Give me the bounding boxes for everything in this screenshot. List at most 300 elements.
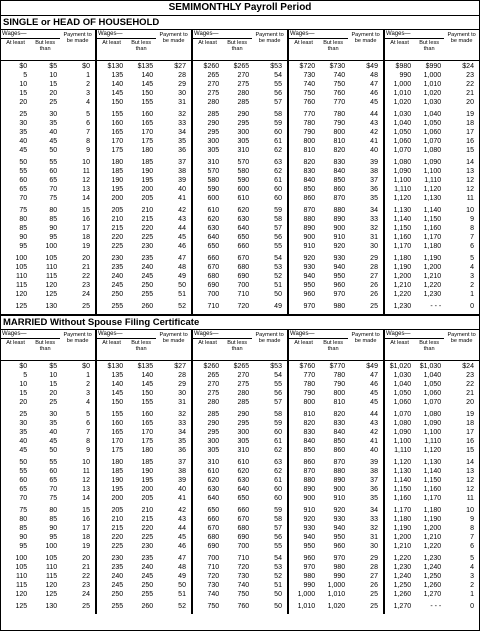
at-least-value: 660: [207, 255, 220, 262]
at-least-header: At least: [198, 40, 217, 46]
payment-value: 49: [178, 573, 186, 580]
payment-value: 20: [82, 555, 90, 562]
payment-value: 62: [274, 468, 282, 475]
table-row: [289, 158, 383, 167]
payment-value: 46: [370, 381, 378, 388]
at-least-value: 1,180: [393, 255, 412, 262]
but-less-than-value: 660: [237, 507, 250, 514]
but-less-than-value: 290: [237, 411, 250, 418]
table-row: [193, 62, 287, 71]
at-least-value: 1,160: [393, 234, 412, 241]
at-least-value: 235: [111, 264, 124, 271]
row-group: [97, 361, 191, 410]
payment-value: 4: [86, 399, 90, 406]
table-row: [289, 398, 383, 407]
but-less-than-value: 1,010: [327, 591, 346, 598]
but-less-than-value: 1,080: [423, 147, 442, 154]
wage-block: [287, 30, 383, 314]
payment-value: 2: [470, 282, 474, 289]
but-less-than-value: 275: [237, 81, 250, 88]
wage-table: [1, 330, 479, 614]
at-least-value: 55: [19, 468, 28, 475]
at-least-value: 1,030: [393, 111, 412, 118]
but-less-than-value: 1,040: [423, 372, 442, 379]
at-least-value: 770: [303, 111, 316, 118]
payment-value: 44: [370, 111, 378, 118]
at-least-value: 100: [15, 255, 28, 262]
payment-value: 28: [178, 372, 186, 379]
but-less-than-value: 100: [45, 243, 58, 250]
table-row: [289, 194, 383, 203]
at-least-value: 580: [207, 177, 220, 184]
payment-value: $27: [174, 363, 186, 370]
wages-header-rule: [385, 338, 444, 339]
payment-value: 6: [470, 243, 474, 250]
but-less-than-value: 205: [141, 195, 154, 202]
but-less-than-value: $265: [233, 363, 250, 370]
at-least-value: 250: [111, 591, 124, 598]
but-less-than-value: 870: [333, 459, 346, 466]
but-less-than-value: 150: [141, 90, 154, 97]
but-less-than-value: 250: [141, 282, 154, 289]
at-least-value: 80: [19, 216, 28, 223]
table-row: [193, 158, 287, 167]
payment-value: 60: [274, 186, 282, 193]
table-row: [1, 80, 95, 89]
table-row: [289, 581, 383, 590]
at-least-header: At least: [294, 340, 313, 346]
but-less-than-value: 780: [333, 372, 346, 379]
table-row: [193, 494, 287, 503]
but-less-than-value: 210: [141, 507, 154, 514]
but-less-than-value: 670: [237, 516, 250, 523]
wages-header: Wages—: [194, 331, 219, 337]
row-group: [1, 602, 95, 614]
payment-value: 17: [466, 129, 474, 136]
payment-value: 11: [466, 495, 474, 502]
payment-value: 16: [466, 438, 474, 445]
but-less-than-value: 740: [333, 72, 346, 79]
payment-value: 18: [466, 420, 474, 427]
table-row: [193, 290, 287, 299]
payment-value: 24: [82, 291, 90, 298]
at-least-value: 225: [111, 243, 124, 250]
payment-value: 20: [466, 399, 474, 406]
at-least-value: 940: [303, 534, 316, 541]
at-least-value: 680: [207, 273, 220, 280]
table-row: [97, 380, 191, 389]
but-less-than-value: 720: [237, 564, 250, 571]
but-less-than-value: 270: [237, 372, 250, 379]
at-least-value: 1,050: [393, 129, 412, 136]
table-row: [97, 194, 191, 203]
at-least-value: 265: [207, 372, 220, 379]
but-less-than-value: 160: [141, 411, 154, 418]
payment-value: 57: [274, 99, 282, 106]
at-least-value: 840: [303, 438, 316, 445]
but-less-than-value: 660: [237, 243, 250, 250]
at-least-value: 245: [111, 282, 124, 289]
at-least-value: 630: [207, 486, 220, 493]
at-least-value: 50: [19, 459, 28, 466]
row-group: [385, 206, 479, 254]
but-less-than-header: But less than: [131, 340, 152, 352]
table-row: [289, 224, 383, 233]
at-least-value: 30: [19, 420, 28, 427]
payment-value: 62: [274, 447, 282, 454]
but-less-than-header: But less than: [131, 40, 152, 52]
at-least-value: 110: [15, 573, 28, 580]
at-least-value: 295: [207, 429, 220, 436]
table-row: [193, 371, 287, 380]
but-less-than-value: 780: [333, 111, 346, 118]
payment-value: $24: [462, 363, 474, 370]
but-less-than-value: 750: [237, 591, 250, 598]
payment-value: 37: [370, 177, 378, 184]
table-row: [97, 524, 191, 533]
at-least-value: $1,020: [389, 363, 412, 370]
at-least-header: At least: [6, 340, 25, 346]
row-group: [385, 410, 479, 458]
table-row: [97, 62, 191, 71]
table-row: [289, 110, 383, 119]
column-header: [97, 330, 191, 361]
at-least-value: 670: [207, 525, 220, 532]
but-less-than-value: 280: [237, 390, 250, 397]
but-less-than-value: 235: [141, 555, 154, 562]
payment-value: 21: [466, 90, 474, 97]
at-least-value: 195: [111, 186, 124, 193]
at-least-value: 25: [19, 411, 28, 418]
table-row: [193, 281, 287, 290]
payment-value: 33: [178, 120, 186, 127]
but-less-than-value: 55: [49, 159, 58, 166]
table-row: [193, 167, 287, 176]
at-least-value: 105: [15, 564, 28, 571]
payment-value: 8: [86, 438, 90, 445]
table-row: [97, 458, 191, 467]
table-row: [193, 263, 287, 272]
column-header: [289, 30, 383, 61]
table-row: [1, 371, 95, 380]
at-least-value: 285: [207, 111, 220, 118]
row-group: [97, 254, 191, 302]
table-row: [289, 272, 383, 281]
at-least-value: 1,160: [393, 495, 412, 502]
but-less-than-value: 25: [49, 399, 58, 406]
at-least-value: 190: [111, 477, 124, 484]
payment-value: 56: [274, 534, 282, 541]
table-row: [97, 554, 191, 563]
payment-value: 32: [370, 225, 378, 232]
payment-value: 55: [274, 543, 282, 550]
but-less-than-header: But less than: [35, 340, 56, 352]
row-group: [1, 206, 95, 254]
table-row: [1, 485, 95, 494]
payment-value: 52: [274, 273, 282, 280]
at-least-value: 60: [19, 477, 28, 484]
table-row: [1, 98, 95, 107]
payment-value: 19: [466, 411, 474, 418]
at-least-value: 700: [207, 555, 220, 562]
payment-value: 9: [86, 447, 90, 454]
payment-value: 43: [370, 120, 378, 127]
payment-value: 37: [370, 477, 378, 484]
but-less-than-value: 255: [141, 591, 154, 598]
but-less-than-value: 610: [237, 459, 250, 466]
row-group: [193, 158, 287, 206]
row-group: [193, 506, 287, 554]
payment-value: 55: [274, 243, 282, 250]
at-least-header: At least: [198, 340, 217, 346]
table-row: [97, 137, 191, 146]
payment-value: 36: [370, 486, 378, 493]
payment-value: 61: [274, 438, 282, 445]
but-less-than-value: 910: [333, 234, 346, 241]
payment-value: 19: [82, 543, 90, 550]
payment-value: 53: [274, 264, 282, 271]
row-group: [385, 506, 479, 554]
at-least-value: $720: [299, 63, 316, 70]
but-less-than-value: 80: [49, 507, 58, 514]
but-less-than-value: 290: [237, 111, 250, 118]
at-least-value: 890: [303, 225, 316, 232]
but-less-than-value: $730: [329, 63, 346, 70]
at-least-value: 90: [19, 534, 28, 541]
table-row: [193, 542, 287, 551]
payment-value: 10: [82, 159, 90, 166]
at-least-value: 80: [19, 516, 28, 523]
payment-value: 37: [178, 459, 186, 466]
at-least-value: 110: [15, 273, 28, 280]
at-least-value: 1,040: [393, 120, 412, 127]
row-group: [385, 110, 479, 158]
row-group: [193, 61, 287, 110]
table-row: [193, 524, 287, 533]
but-less-than-value: 910: [333, 495, 346, 502]
table-row: [289, 428, 383, 437]
at-least-value: 1,120: [393, 459, 412, 466]
table-row: [193, 146, 287, 155]
payment-value: 7: [86, 429, 90, 436]
at-least-value: 90: [19, 234, 28, 241]
at-least-value: 730: [303, 72, 316, 79]
but-less-than-value: $770: [329, 363, 346, 370]
table-row: [1, 542, 95, 551]
payment-value: 3: [86, 390, 90, 397]
but-less-than-value: 940: [333, 525, 346, 532]
table-row: [193, 467, 287, 476]
payment-value: 52: [178, 603, 186, 610]
payment-value: 17: [466, 429, 474, 436]
but-less-than-value: 830: [333, 420, 346, 427]
payment-value: 50: [178, 282, 186, 289]
wages-header-rule: [97, 338, 156, 339]
table-row: [193, 302, 287, 311]
table-row: [193, 437, 287, 446]
at-least-value: 215: [111, 225, 124, 232]
at-least-value: 55: [19, 168, 28, 175]
at-least-value: 195: [111, 486, 124, 493]
payment-value: 62: [274, 147, 282, 154]
payment-value: 5: [470, 255, 474, 262]
at-least-value: 840: [303, 177, 316, 184]
but-less-than-value: 240: [141, 264, 154, 271]
at-least-value: 150: [111, 399, 124, 406]
but-less-than-value: 245: [141, 273, 154, 280]
but-less-than-value: 285: [237, 99, 250, 106]
table-row: [289, 167, 383, 176]
column-header: [385, 330, 479, 361]
but-less-than-value: 130: [45, 603, 58, 610]
at-least-value: 740: [207, 591, 220, 598]
but-less-than-value: 1,200: [423, 264, 442, 271]
at-least-value: 145: [111, 90, 124, 97]
table-row: [193, 272, 287, 281]
table-row: [1, 272, 95, 281]
payment-value: 4: [470, 564, 474, 571]
but-less-than-header: But less than: [323, 40, 344, 52]
but-less-than-value: 700: [237, 543, 250, 550]
table-row: [385, 98, 479, 107]
table-row: [1, 254, 95, 263]
row-group: [193, 554, 287, 602]
table-row: [193, 215, 287, 224]
but-less-than-value: 880: [333, 468, 346, 475]
wages-header: Wages—: [2, 31, 27, 37]
but-less-than-value: 970: [333, 555, 346, 562]
payment-value: 50: [274, 603, 282, 610]
but-less-than-value: 30: [49, 111, 58, 118]
row-group: [289, 602, 383, 614]
at-least-value: 185: [111, 468, 124, 475]
table-row: [193, 380, 287, 389]
but-less-than-value: 800: [333, 129, 346, 136]
table-row: [289, 290, 383, 299]
table-row: [193, 233, 287, 242]
payment-value: 44: [178, 225, 186, 232]
but-less-than-value: 1,250: [423, 573, 442, 580]
at-least-value: 960: [303, 291, 316, 298]
payment-value: 8: [470, 225, 474, 232]
table-row: [385, 158, 479, 167]
at-least-value: 125: [15, 303, 28, 310]
payment-value: 58: [274, 411, 282, 418]
column-header: [289, 330, 383, 361]
table-row: [1, 362, 95, 371]
table-row: [97, 185, 191, 194]
at-least-value: 180: [111, 159, 124, 166]
wages-header-rule: [97, 38, 156, 39]
but-less-than-value: 860: [333, 447, 346, 454]
table-row: [289, 302, 383, 311]
at-least-header: At least: [294, 40, 313, 46]
table-row: [289, 602, 383, 611]
row-group: [289, 554, 383, 602]
section-title: MARRIED Without Spouse Filing Certificate: [1, 314, 479, 330]
but-less-than-value: 750: [333, 81, 346, 88]
row-group: [385, 158, 479, 206]
payment-value: 40: [370, 447, 378, 454]
at-least-value: 100: [15, 555, 28, 562]
at-least-value: 60: [19, 177, 28, 184]
at-least-value: 160: [111, 420, 124, 427]
payment-value: 6: [86, 120, 90, 127]
payment-value: 23: [82, 282, 90, 289]
at-least-value: $130: [107, 363, 124, 370]
but-less-than-value: 590: [237, 177, 250, 184]
payment-value: 29: [178, 81, 186, 88]
payment-value: 17: [82, 225, 90, 232]
table-row: [193, 137, 287, 146]
table-row: [193, 572, 287, 581]
at-least-value: 205: [111, 207, 124, 214]
table-row: [193, 581, 287, 590]
wage-block: [191, 330, 287, 614]
table-row: [385, 110, 479, 119]
table-row: [385, 80, 479, 89]
at-least-value: 135: [111, 72, 124, 79]
payment-value: 23: [466, 372, 474, 379]
payment-value: 22: [82, 573, 90, 580]
but-less-than-value: 1,070: [423, 138, 442, 145]
but-less-than-value: 305: [237, 438, 250, 445]
at-least-value: 1,070: [393, 411, 412, 418]
table-row: [193, 176, 287, 185]
but-less-than-value: 220: [141, 225, 154, 232]
but-less-than-header: But less than: [323, 340, 344, 352]
at-least-value: 250: [111, 291, 124, 298]
table-row: [193, 515, 287, 524]
at-least-value: 780: [303, 381, 316, 388]
table-row: [385, 362, 479, 371]
payment-value: 43: [178, 216, 186, 223]
but-less-than-value: 930: [333, 516, 346, 523]
but-less-than-value: 1,140: [423, 207, 442, 214]
at-least-value: 1,070: [393, 147, 412, 154]
at-least-value: 1,240: [393, 573, 412, 580]
table-row: [385, 224, 479, 233]
payment-value: 1: [470, 291, 474, 298]
payment-value: 40: [178, 486, 186, 493]
but-less-than-value: 760: [237, 603, 250, 610]
table-row: [193, 80, 287, 89]
table-row: [289, 563, 383, 572]
but-less-than-value: 300: [237, 429, 250, 436]
but-less-than-value: 890: [333, 477, 346, 484]
table-row: [97, 398, 191, 407]
payment-value: 18: [82, 534, 90, 541]
at-least-value: 1,190: [393, 264, 412, 271]
row-group: [193, 254, 287, 302]
at-least-value: 280: [207, 399, 220, 406]
at-least-value: $0: [19, 363, 28, 370]
at-least-value: 650: [207, 507, 220, 514]
table-row: [385, 119, 479, 128]
payment-value: 61: [274, 138, 282, 145]
but-less-than-value: 195: [141, 477, 154, 484]
table-row: [385, 542, 479, 551]
at-least-value: 1,060: [393, 138, 412, 145]
but-less-than-value: 1,150: [423, 477, 442, 484]
wage-block: [383, 330, 479, 614]
table-row: [97, 437, 191, 446]
payment-value: 57: [274, 225, 282, 232]
at-least-value: 280: [207, 99, 220, 106]
at-least-value: 800: [303, 138, 316, 145]
at-least-value: 740: [303, 81, 316, 88]
but-less-than-value: 155: [141, 99, 154, 106]
